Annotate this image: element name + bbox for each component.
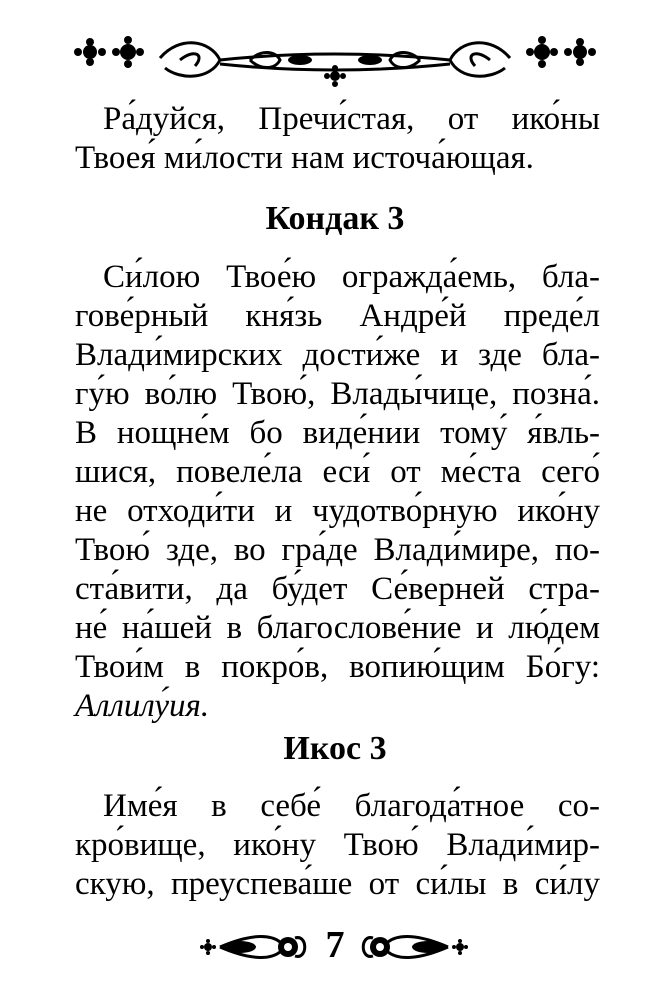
text-line: не отходи́ти и чудотво́рную ико́ну bbox=[75, 493, 600, 529]
section-heading-ikos: Икос 3 bbox=[283, 730, 387, 767]
page-number: 7 bbox=[325, 924, 345, 966]
text-line: Си́лою Твое́ю огражда́емь, бла- bbox=[103, 259, 600, 295]
text-line: гу́ю во́лю Твою́, Влады́чице, позна́. bbox=[75, 376, 600, 412]
text-line: кро́вище, ико́ну Твою́ Влади́мир- bbox=[75, 827, 600, 863]
decorative-vignette-icon bbox=[70, 30, 600, 90]
text-line: Влади́мирских дости́же и зде бла- bbox=[75, 337, 600, 373]
text-line: Твою́ зде, во гра́де Влади́мире, по- bbox=[75, 532, 600, 568]
text-line: Име́я в себе́ благода́тное со- bbox=[103, 788, 600, 824]
refrain-alleluia: Аллилу́ия. bbox=[75, 688, 210, 724]
text-line: шися, повеле́ла еси́ от ме́ста сего́ bbox=[75, 454, 600, 490]
section-heading-kondak: Кондак 3 bbox=[265, 200, 405, 237]
page-footer bbox=[0, 922, 670, 972]
ikos-paragraph bbox=[75, 787, 600, 904]
text-line: гове́рный кня́зь Андре́й преде́л bbox=[75, 298, 600, 334]
intro-paragraph bbox=[75, 100, 600, 178]
text-line: Твои́м в покро́в, вопию́щим Бо́гу: bbox=[75, 649, 600, 685]
text-line: Твоея́ ми́лости нам источа́ющая. bbox=[75, 140, 534, 176]
text-line: скую, преуспева́ше от си́лы в си́лу bbox=[75, 866, 600, 902]
floral-ornament-icon bbox=[358, 930, 468, 964]
text-line: В нощне́м бо виде́нии тому́ я́вль- bbox=[75, 415, 600, 451]
text-line: Ра́дуйся, Пречи́стая, от ико́ны bbox=[103, 101, 600, 137]
text-line: не́ на́шей в благослове́ние и лю́дем bbox=[75, 610, 600, 646]
text-line: ста́вити, да бу́дет Се́верней стра- bbox=[75, 571, 600, 607]
kondak-paragraph bbox=[75, 258, 600, 726]
